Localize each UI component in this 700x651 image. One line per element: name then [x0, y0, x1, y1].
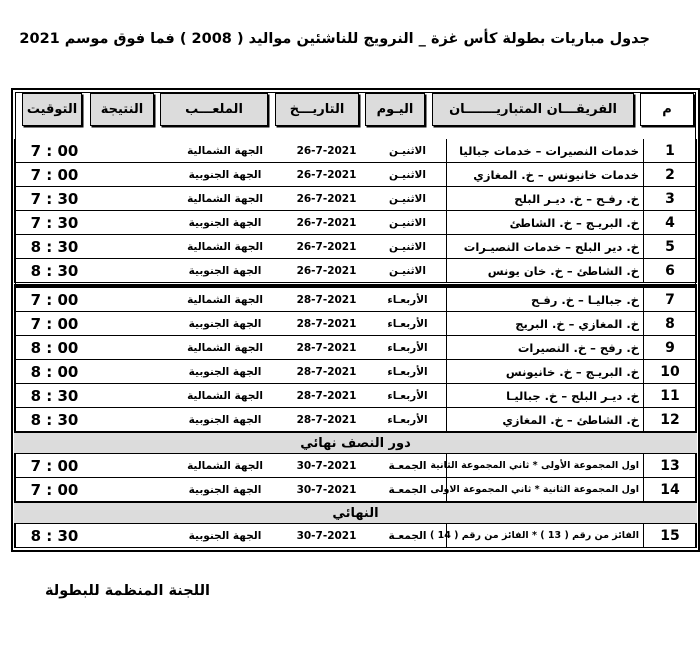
match-venue: الجهة الشمالية	[187, 342, 263, 354]
match-time: 8 : 30	[14, 408, 94, 432]
match-date: 28-7-2021	[296, 318, 357, 330]
match-number: 11	[643, 384, 697, 408]
match-venue: الجهة الجنوبية	[188, 366, 262, 378]
match-result	[94, 139, 166, 163]
match-day: الاثنيـن	[389, 193, 426, 205]
match-time: 7 : 00	[14, 288, 94, 312]
match-teams: خ. دير البلح – خدمات النصيـرات	[446, 235, 643, 259]
match-venue: الجهة الجنوبية	[188, 484, 262, 496]
match-day: الجمعـة	[388, 530, 427, 542]
match-date: 26-7-2021	[296, 241, 357, 253]
match-teams: خ. المغازي – خ. البريج	[446, 312, 643, 336]
match-result	[94, 408, 166, 432]
match-row	[14, 139, 697, 163]
match-day: الأربعـاء	[387, 342, 428, 354]
match-time: 7 : 00	[14, 478, 94, 502]
match-venue: الجهة الجنوبية	[188, 530, 262, 542]
match-day: الأربعـاء	[387, 294, 428, 306]
header-venue: الملعـــب	[160, 93, 268, 126]
semi-final-heading: دور النصف نهائي	[14, 432, 697, 454]
match-row	[14, 187, 697, 211]
final-heading: النهائي	[14, 502, 697, 524]
match-result	[94, 235, 166, 259]
match-number: 14	[643, 478, 697, 502]
match-day: الاثنيـن	[389, 217, 426, 229]
document-title: جدول مباريات بطولة كأس غزة _ النرويج للناشئين مواليد ( 2008 ) فما فوق موسم 2021	[19, 31, 650, 47]
match-day: الجمعـة	[388, 460, 427, 472]
match-date: 28-7-2021	[296, 390, 357, 402]
match-row	[14, 235, 697, 259]
match-number: 8	[643, 312, 697, 336]
match-venue: الجهة الشمالية	[187, 241, 263, 253]
match-venue: الجهة الجنوبية	[188, 318, 262, 330]
match-result	[94, 478, 166, 502]
match-row	[14, 524, 697, 548]
match-time: 8 : 30	[14, 259, 94, 283]
match-time: 8 : 30	[14, 384, 94, 408]
match-date: 30-7-2021	[296, 484, 357, 496]
match-time: 7 : 00	[14, 312, 94, 336]
match-number: 5	[643, 235, 697, 259]
match-time: 7 : 30	[14, 211, 94, 235]
header-date: التاريـــخ	[275, 93, 359, 126]
match-venue: الجهة الشمالية	[187, 193, 263, 205]
match-row	[14, 312, 697, 336]
match-number: 9	[643, 336, 697, 360]
match-venue: الجهة الشمالية	[187, 390, 263, 402]
match-venue: الجهة الشمالية	[187, 460, 263, 472]
match-time: 7 : 00	[14, 454, 94, 478]
match-result	[94, 360, 166, 384]
match-result	[94, 163, 166, 187]
match-time: 7 : 00	[14, 163, 94, 187]
match-row	[14, 360, 697, 384]
match-result	[94, 336, 166, 360]
match-result	[94, 187, 166, 211]
match-number: 1	[643, 139, 697, 163]
match-number: 10	[643, 360, 697, 384]
header-number: م	[640, 93, 694, 126]
match-day: الأربعـاء	[387, 366, 428, 378]
match-row	[14, 478, 697, 502]
match-teams: خ. رفح – خ. النصيرات	[446, 336, 643, 360]
match-teams: الفائز من رقم ( 13 ) * الفائز من رقم ( 14 )	[446, 524, 643, 548]
match-number: 6	[643, 259, 697, 283]
organizing-committee-signature: اللجنة المنظمة للبطولة	[44, 583, 210, 599]
match-teams: خدمات النصيرات – خدمات جباليا	[446, 139, 643, 163]
match-number: 2	[643, 163, 697, 187]
match-number: 4	[643, 211, 697, 235]
match-date: 28-7-2021	[296, 294, 357, 306]
match-venue: الجهة الجنوبية	[188, 414, 262, 426]
match-row	[14, 259, 697, 283]
match-teams: خ. ديـر البلح – خ. جباليـا	[446, 384, 643, 408]
match-date: 30-7-2021	[296, 530, 357, 542]
match-time: 8 : 00	[14, 336, 94, 360]
match-day: الاثنيـن	[389, 169, 426, 181]
match-venue: الجهة الجنوبية	[188, 265, 262, 277]
match-date: 26-7-2021	[296, 217, 357, 229]
match-row	[14, 408, 697, 432]
match-time: 8 : 30	[14, 524, 94, 548]
match-number: 15	[643, 524, 697, 548]
match-date: 28-7-2021	[296, 414, 357, 426]
match-venue: الجهة الجنوبية	[188, 169, 262, 181]
match-day: الاثنيـن	[389, 145, 426, 157]
match-time: 7 : 00	[14, 139, 94, 163]
match-teams: خ. الشاطئ – خ. المغازي	[446, 408, 643, 432]
match-number: 7	[643, 288, 697, 312]
match-date: 26-7-2021	[296, 145, 357, 157]
match-result	[94, 524, 166, 548]
match-result	[94, 259, 166, 283]
match-date: 28-7-2021	[296, 342, 357, 354]
match-number: 12	[643, 408, 697, 432]
match-row	[14, 336, 697, 360]
match-date: 26-7-2021	[296, 193, 357, 205]
match-time: 7 : 30	[14, 187, 94, 211]
match-result	[94, 454, 166, 478]
match-day: الأربعـاء	[387, 318, 428, 330]
match-row	[14, 384, 697, 408]
match-venue: الجهة الجنوبية	[188, 217, 262, 229]
match-row	[14, 211, 697, 235]
match-day: الاثنيـن	[389, 265, 426, 277]
header-day: اليـوم	[365, 93, 425, 126]
match-number: 13	[643, 454, 697, 478]
match-day: الاثنيـن	[389, 241, 426, 253]
match-date: 26-7-2021	[296, 265, 357, 277]
match-teams: خ. البريـج – خ. خانيونس	[446, 360, 643, 384]
match-teams: خدمات خانيونس – خ. المغازي	[446, 163, 643, 187]
match-result	[94, 384, 166, 408]
match-teams: خ. جباليـا – خ. رفـح	[446, 288, 643, 312]
match-time: 8 : 30	[14, 235, 94, 259]
header-teams: الفريقـــان المتباريـــــــان	[432, 93, 634, 126]
match-date: 28-7-2021	[296, 366, 357, 378]
match-venue: الجهة الشمالية	[187, 294, 263, 306]
match-time: 8 : 00	[14, 360, 94, 384]
match-venue: الجهة الشمالية	[187, 145, 263, 157]
match-day: الجمعـة	[388, 484, 427, 496]
match-teams: خ. الشاطئ – خ. خان يونس	[446, 259, 643, 283]
match-result	[94, 312, 166, 336]
match-teams: خ. رفـح – خ. ديـر البلح	[446, 187, 643, 211]
match-result	[94, 211, 166, 235]
match-date: 26-7-2021	[296, 169, 357, 181]
match-date: 30-7-2021	[296, 460, 357, 472]
header-result: النتيجة	[90, 93, 154, 126]
match-number: 3	[643, 187, 697, 211]
header-time: التوقيت	[22, 93, 82, 126]
match-row	[14, 163, 697, 187]
match-teams: اول المجموعة الأولى * ثاني المجموعة الثانية	[446, 454, 643, 478]
match-teams: خ. البريـج – خ. الشاطئ	[446, 211, 643, 235]
match-teams: اول المجموعة الثانية * ثاني المجموعة الاولى	[446, 478, 643, 502]
match-row	[14, 288, 697, 312]
match-day: الأربعـاء	[387, 390, 428, 402]
match-day: الأربعـاء	[387, 414, 428, 426]
match-row	[14, 454, 697, 478]
match-result	[94, 288, 166, 312]
